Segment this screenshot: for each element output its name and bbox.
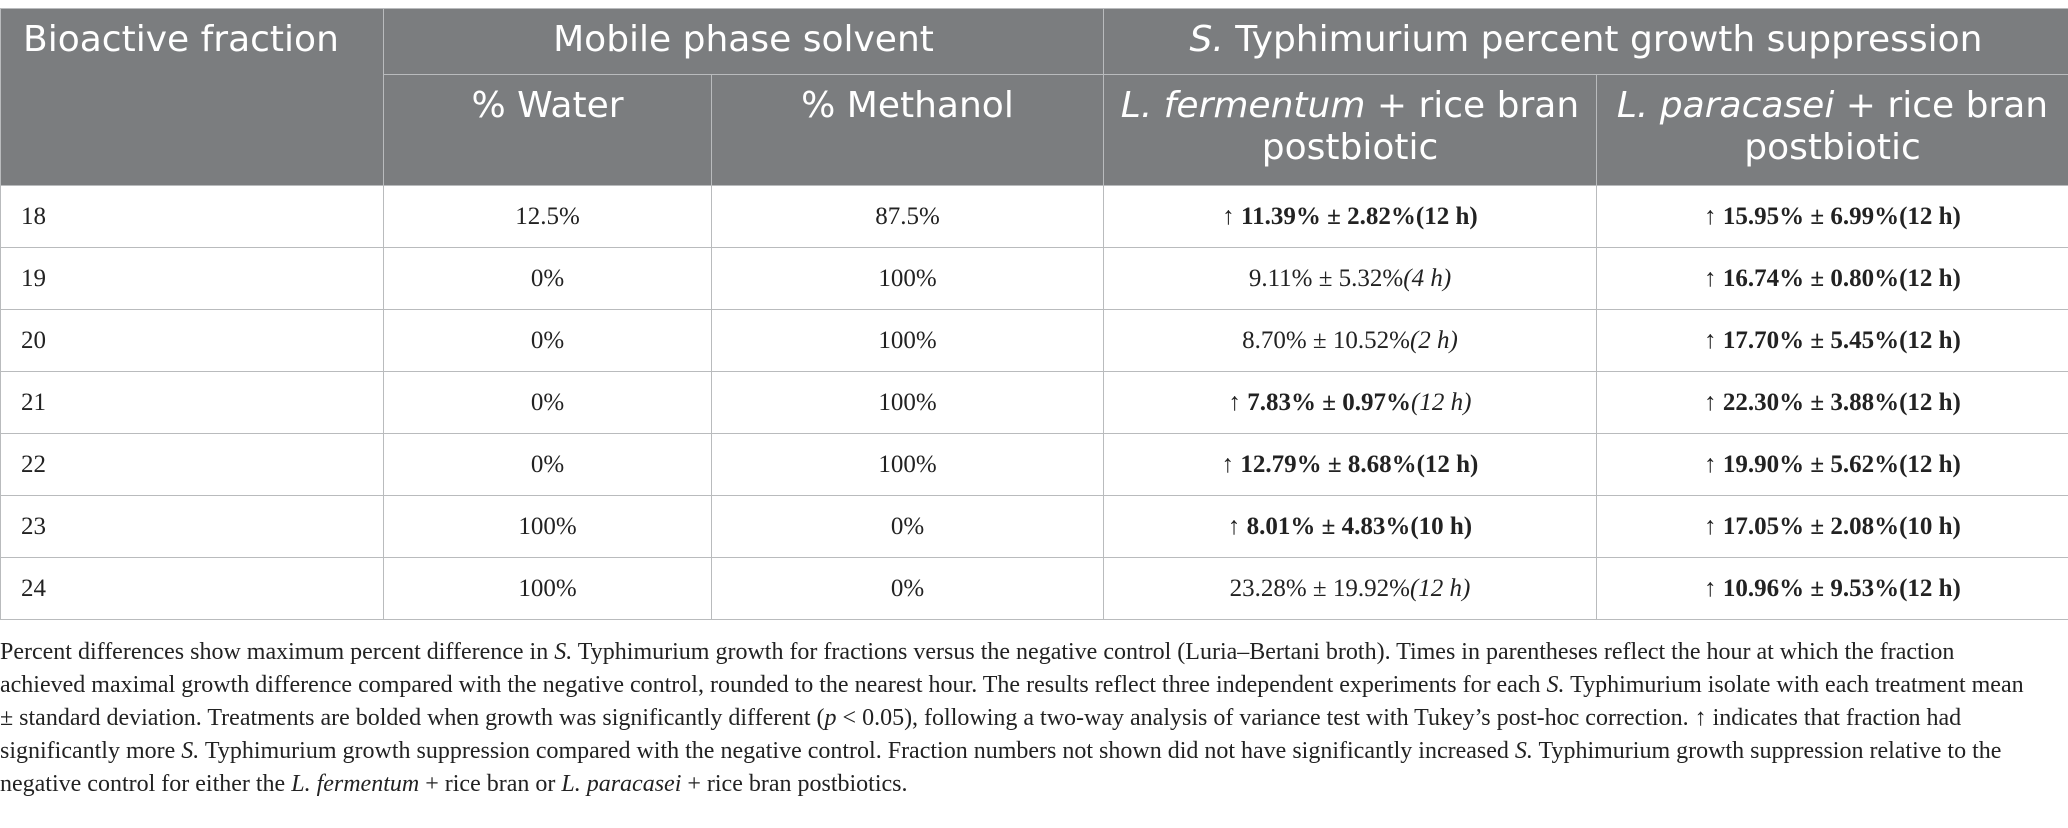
footnote-l-fermentum: L. fermentum xyxy=(291,771,420,797)
suppression-time: (4 h) xyxy=(1403,264,1452,292)
table-row xyxy=(1,248,2068,310)
cell-methanol: 87.5% xyxy=(712,186,1104,248)
header-growth-suppression xyxy=(1104,9,2068,75)
cell-l-paracasei xyxy=(1597,558,2068,620)
suppression-time: (2 h) xyxy=(1409,326,1458,354)
cell-methanol: 100% xyxy=(712,372,1104,434)
header-mobile-phase-solvent: Mobile phase solvent xyxy=(384,9,1104,75)
cell-methanol: 100% xyxy=(712,310,1104,372)
suppression-value: ↑ 22.30% ± 3.88% xyxy=(1704,388,1900,416)
suppression-time: (12 h) xyxy=(1409,574,1471,602)
header-species-abbrev: S. xyxy=(1189,19,1224,60)
header-l-paracasei-species: L. paracasei xyxy=(1616,85,1835,127)
cell-fraction: 21 xyxy=(1,372,384,434)
header-water: % Water xyxy=(384,75,712,186)
footnote-part: Percent differences show maximum percent difference in xyxy=(0,639,555,665)
footnote-part: Typhimurium growth suppression compared with the negative control. Fraction numbers not shown did not have significantly increased xyxy=(199,738,1515,764)
cell-l-fermentum xyxy=(1104,248,1597,310)
suppression-time: (12 h) xyxy=(1899,388,1961,416)
header-l-fermentum-label: + rice bran postbiotic xyxy=(1261,85,1580,169)
cell-l-fermentum xyxy=(1104,496,1597,558)
footnote-part: Typhimurium isolate with each treatment mean ± standard deviation. Treatments are bolded when growth was significantly different ( xyxy=(0,672,2024,731)
table-row xyxy=(1,496,2068,558)
footnote-part: + rice bran or xyxy=(419,771,562,797)
suppression-time: (12 h) xyxy=(1899,450,1961,478)
footnote-species: S. xyxy=(554,639,573,665)
header-l-paracasei-label: + rice bran postbiotic xyxy=(1744,85,2049,169)
cell-l-paracasei xyxy=(1597,248,2068,310)
suppression-time: (12 h) xyxy=(1415,202,1478,230)
cell-water: 0% xyxy=(384,248,712,310)
cell-l-fermentum xyxy=(1104,310,1597,372)
footnote-species: S. xyxy=(1514,738,1533,764)
cell-fraction: 20 xyxy=(1,310,384,372)
cell-fraction: 19 xyxy=(1,248,384,310)
cell-fraction: 22 xyxy=(1,434,384,496)
footnote-l-paracasei: L. paracasei xyxy=(561,771,682,797)
suppression-time: (10 h) xyxy=(1410,512,1473,540)
cell-water: 0% xyxy=(384,372,712,434)
footnote-part: + rice bran postbiotics. xyxy=(681,771,908,797)
cell-water: 0% xyxy=(384,434,712,496)
cell-water: 100% xyxy=(384,496,712,558)
suppression-value: ↑ 17.05% ± 2.08% xyxy=(1704,512,1900,540)
suppression-value: ↑ 8.01% ± 4.83% xyxy=(1227,512,1411,540)
suppression-time: (12 h) xyxy=(1899,202,1961,230)
cell-methanol: 100% xyxy=(712,434,1104,496)
suppression-value: 8.70% ± 10.52% xyxy=(1242,326,1410,354)
footnote-species: S. xyxy=(181,738,200,764)
table-row xyxy=(1,434,2068,496)
header-l-fermentum-species: L. fermentum xyxy=(1120,85,1366,127)
table-row xyxy=(1,372,2068,434)
cell-l-paracasei xyxy=(1597,186,2068,248)
cell-l-fermentum xyxy=(1104,558,1597,620)
suppression-value: ↑ 12.79% ± 8.68% xyxy=(1221,450,1417,478)
table-row xyxy=(1,310,2068,372)
header-l-fermentum xyxy=(1104,75,1597,186)
suppression-time: (10 h) xyxy=(1899,512,1961,540)
suppression-table xyxy=(0,8,2068,620)
table-body xyxy=(1,186,2068,620)
cell-l-paracasei xyxy=(1597,434,2068,496)
suppression-value: ↑ 10.96% ± 9.53% xyxy=(1704,574,1900,602)
footnote-part: < 0.05), following a two-way analysis of variance test with Tukey’s post-hoc correction. ↑ indicates that fraction had significantly more xyxy=(0,705,1962,764)
table-row xyxy=(1,186,2068,248)
table-footnote xyxy=(0,636,2040,801)
suppression-time: (12 h) xyxy=(1899,264,1961,292)
header-bioactive-fraction: Bioactive fraction xyxy=(1,9,384,186)
suppression-value: 9.11% ± 5.32% xyxy=(1248,264,1404,292)
cell-l-fermentum xyxy=(1104,372,1597,434)
cell-fraction: 24 xyxy=(1,558,384,620)
suppression-time: (12 h) xyxy=(1416,450,1479,478)
cell-methanol: 0% xyxy=(712,496,1104,558)
footnote-part: Typhimurium growth for fractions versus the negative control (Luria–Bertani broth). Times in parentheses reflect the hour at which the fraction achieved maximal growth difference compared with the negative control, rounded to the nearest hour. The results reflect three independent experiments for each xyxy=(0,639,1955,698)
cell-methanol: 100% xyxy=(712,248,1104,310)
suppression-value: ↑ 11.39% ± 2.82% xyxy=(1222,202,1416,230)
cell-l-fermentum xyxy=(1104,434,1597,496)
footnote-part: Typhimurium growth suppression relative to the negative control for either the xyxy=(0,738,2002,797)
cell-fraction: 18 xyxy=(1,186,384,248)
cell-water: 0% xyxy=(384,310,712,372)
cell-l-paracasei xyxy=(1597,310,2068,372)
suppression-value: ↑ 17.70% ± 5.45% xyxy=(1704,326,1900,354)
suppression-value: ↑ 19.90% ± 5.62% xyxy=(1704,450,1900,478)
cell-water: 100% xyxy=(384,558,712,620)
cell-methanol: 0% xyxy=(712,558,1104,620)
cell-l-paracasei xyxy=(1597,496,2068,558)
cell-fraction: 23 xyxy=(1,496,384,558)
table-header xyxy=(1,9,2068,186)
header-methanol: % Methanol xyxy=(712,75,1104,186)
header-l-paracasei xyxy=(1597,75,2068,186)
suppression-time: (12 h) xyxy=(1411,388,1472,416)
cell-water: 12.5% xyxy=(384,186,712,248)
suppression-value: 23.28% ± 19.92% xyxy=(1229,574,1410,602)
suppression-time: (12 h) xyxy=(1899,574,1961,602)
cell-l-paracasei xyxy=(1597,372,2068,434)
suppression-value: ↑ 16.74% ± 0.80% xyxy=(1704,264,1900,292)
suppression-value: ↑ 7.83% ± 0.97% xyxy=(1228,388,1412,416)
footnote-p-value: p xyxy=(824,705,837,731)
header-row-1 xyxy=(1,9,2068,75)
cell-l-fermentum xyxy=(1104,186,1597,248)
table-row xyxy=(1,558,2068,620)
header-growth-suppression-label: Typhimurium percent growth suppression xyxy=(1223,19,1983,60)
suppression-value: ↑ 15.95% ± 6.99% xyxy=(1704,202,1900,230)
footnote-species: S. xyxy=(1546,672,1565,698)
suppression-time: (12 h) xyxy=(1899,326,1961,354)
